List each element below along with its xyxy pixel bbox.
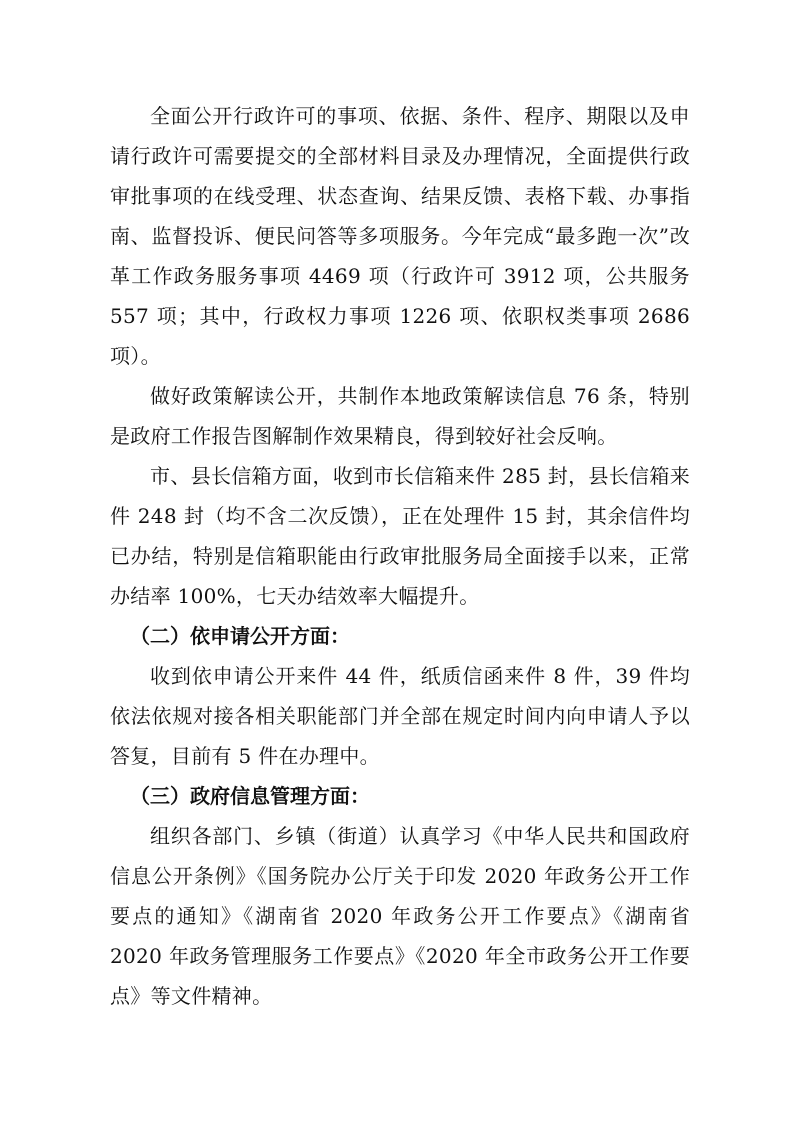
section-heading-info-management: （三）政府信息管理方面： xyxy=(130,784,370,808)
document-body xyxy=(110,96,690,1016)
paragraph-application-disclosure: 收到依申请公开来件 44 件，纸质信函来件 8 件，39 件均依法依规对接各相关职能部门并全部在规定时间内向申请人予以答复，目前有 5 件在办理中。 xyxy=(110,664,690,768)
section-heading-application-disclosure: （二）依申请公开方面： xyxy=(130,624,350,648)
paragraph-admin-licensing: 全面公开行政许可的事项、依据、条件、程序、期限以及申请行政许可需要提交的全部材料目录及办理情况，全面提供行政审批事项的在线受理、状态查询、结果反馈、表格下载、办事指南、监督投诉、便民问答等多项服务。今年完成“最多跑一次”改革工作政务服务事项 4469 项（行政许可 3912 项，公共服务 557 项；其中，行政权力事项 1226 项、依职权类事项 2686 项）。 xyxy=(110,104,690,368)
paragraph-info-management: 组织各部门、乡镇（街道）认真学习《中华人民共和国政府信息公开条例》《国务院办公厅关于印发 2020 年政务公开工作要点的通知》《湖南省 2020 年政务公开工作要点》《湖南省 2020 年政务管理服务工作要点》《2020 年全市政务公开工作要点》等文件精神。 xyxy=(110,824,690,1008)
paragraph-policy-interpretation: 做好政策解读公开，共制作本地政策解读信息 76 条，特别是政府工作报告图解制作效果精良，得到较好社会反响。 xyxy=(110,384,690,448)
paragraph-mayor-mailbox: 市、县长信箱方面，收到市长信箱来件 285 封，县长信箱来件 248 封（均不含二次反馈），正在处理件 15 封，其余信件均已办结，特别是信箱职能由行政审批服务局全面接手以来，正常办结率 100%，七天办结效率大幅提升。 xyxy=(110,464,690,608)
